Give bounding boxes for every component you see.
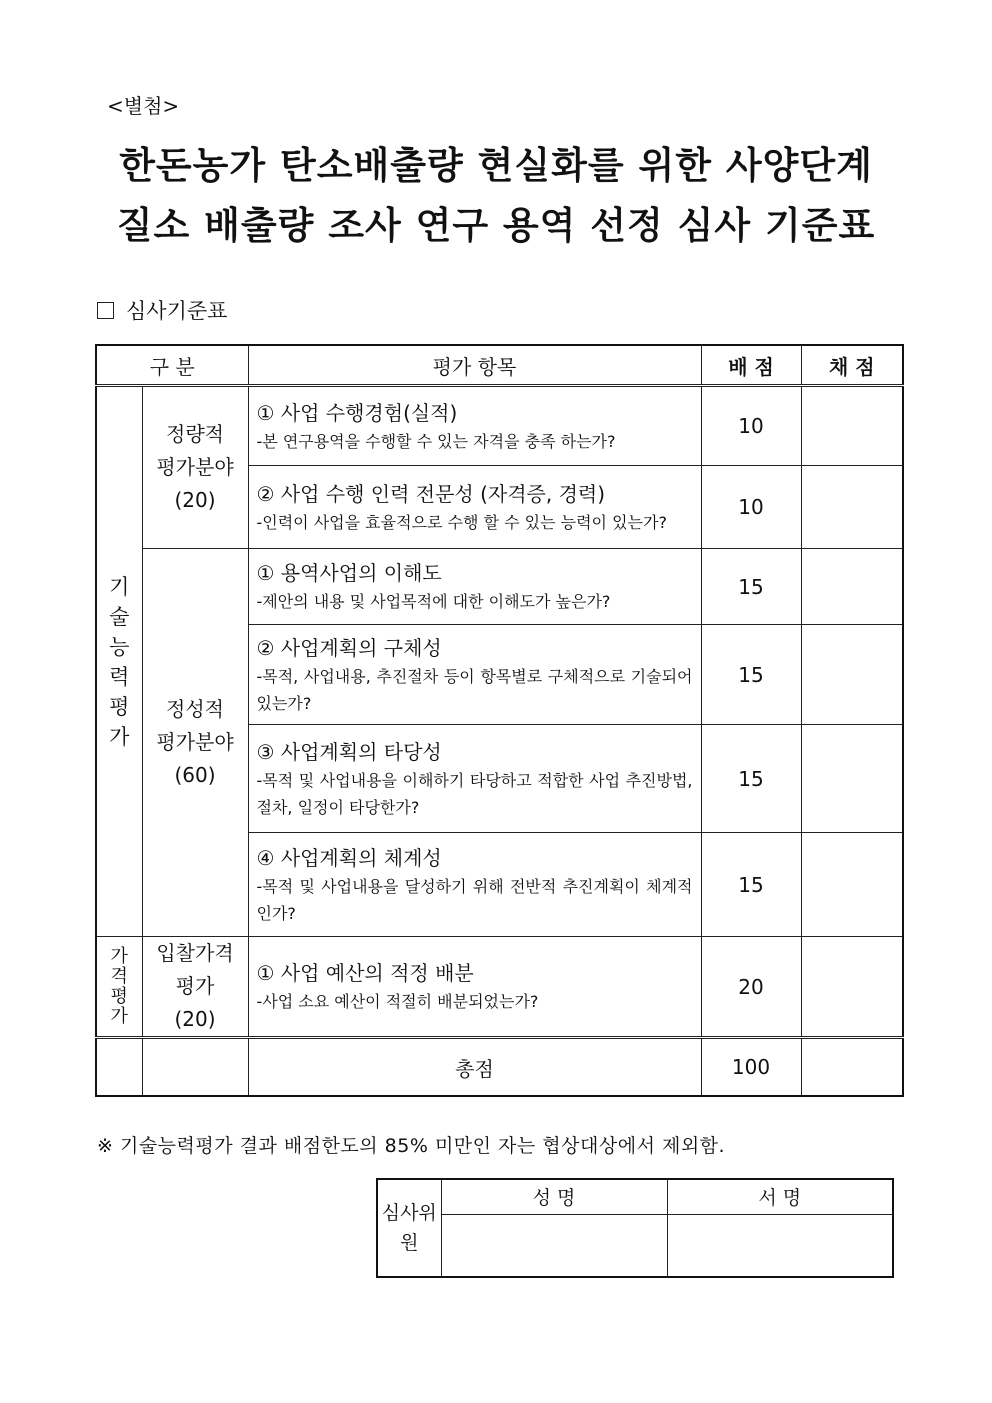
footnote: ※ 기술능력평가 결과 배점한도의 85% 미만인 자는 협상대상에서 제외함. — [97, 1135, 726, 1157]
price-evaluation-group: 가 격 평 가 — [96, 937, 142, 1038]
evaluation-criteria-table — [95, 344, 904, 1097]
points-cell: 15 — [701, 833, 801, 937]
total-score-input-cell[interactable] — [801, 1038, 903, 1097]
criteria-item: ② 사업 수행 인력 전문성 (자격증, 경력) -인력이 사업을 효율적으로 수행 할 수 있는 능력이 있는가? — [248, 466, 701, 549]
points-cell: 15 — [701, 725, 801, 833]
name-header: 성 명 — [441, 1179, 667, 1214]
header-score: 채 점 — [801, 345, 903, 386]
total-points: 100 — [701, 1038, 801, 1097]
section-heading — [97, 295, 227, 325]
total-label: 총점 — [248, 1038, 701, 1097]
criteria-item: ④ 사업계획의 체계성 -목적 및 사업내용을 달성하기 위해 전반적 추진계획이 체계적인가? — [248, 833, 701, 937]
section-label: 심사기준표 — [126, 299, 228, 323]
quantitative-category: 정량적 평가분야 (20) — [142, 386, 248, 549]
score-input-cell[interactable] — [801, 833, 903, 937]
score-input-cell[interactable] — [801, 625, 903, 725]
signature-header: 서 명 — [667, 1179, 893, 1214]
points-cell: 15 — [701, 549, 801, 625]
points-cell: 20 — [701, 937, 801, 1038]
signature-table — [376, 1178, 894, 1278]
score-input-cell[interactable] — [801, 725, 903, 833]
document-title-line2: 질소 배출량 조사 연구 용역 선정 심사 기준표 — [116, 204, 876, 247]
points-cell: 10 — [701, 466, 801, 549]
criteria-item: ② 사업계획의 구체성 -목적, 사업내용, 추진절차 등이 항목별로 구체적으로 기술되어 있는가? — [248, 625, 701, 725]
criteria-item: ① 용역사업의 이해도 -제안의 내용 및 사업목적에 대한 이해도가 높은가? — [248, 549, 701, 625]
tech-evaluation-group: 기 술 능 력 평 가 — [96, 386, 142, 937]
score-input-cell[interactable] — [801, 549, 903, 625]
signature-input-cell[interactable] — [667, 1214, 893, 1277]
criteria-item: ③ 사업계획의 타당성 -목적 및 사업내용을 이해하기 타당하고 적합한 사업 추진방법, 절차, 일정이 타당한가? — [248, 725, 701, 833]
qualitative-category: 정성적 평가분야 (60) — [142, 549, 248, 937]
annex-label: <별첨> — [107, 94, 180, 118]
table-row — [96, 386, 903, 466]
criteria-item: ① 사업 수행경험(실적) -본 연구용역을 수행할 수 있는 자격을 충족 하는가? — [248, 386, 701, 466]
table-row — [96, 937, 903, 1038]
criteria-item: ① 사업 예산의 적정 배분 -사업 소요 예산이 적절히 배분되었는가? — [248, 937, 701, 1038]
table-row — [96, 549, 903, 625]
points-cell: 15 — [701, 625, 801, 725]
score-input-cell[interactable] — [801, 466, 903, 549]
header-category: 구 분 — [96, 345, 248, 386]
points-cell: 10 — [701, 386, 801, 466]
header-item: 평가 항목 — [248, 345, 701, 386]
score-input-cell[interactable] — [801, 937, 903, 1038]
table-header-row — [96, 345, 903, 386]
name-input-cell[interactable] — [441, 1214, 667, 1277]
price-category: 입찰가격 평가 (20) — [142, 937, 248, 1038]
document-title-line1: 한돈농가 탄소배출량 현실화를 위한 사양단계 — [119, 144, 873, 187]
header-points: 배 점 — [701, 345, 801, 386]
committee-label: 심사위 원 — [377, 1179, 441, 1277]
checkbox-square-icon — [97, 302, 114, 319]
score-input-cell[interactable] — [801, 386, 903, 466]
total-row — [96, 1038, 903, 1097]
